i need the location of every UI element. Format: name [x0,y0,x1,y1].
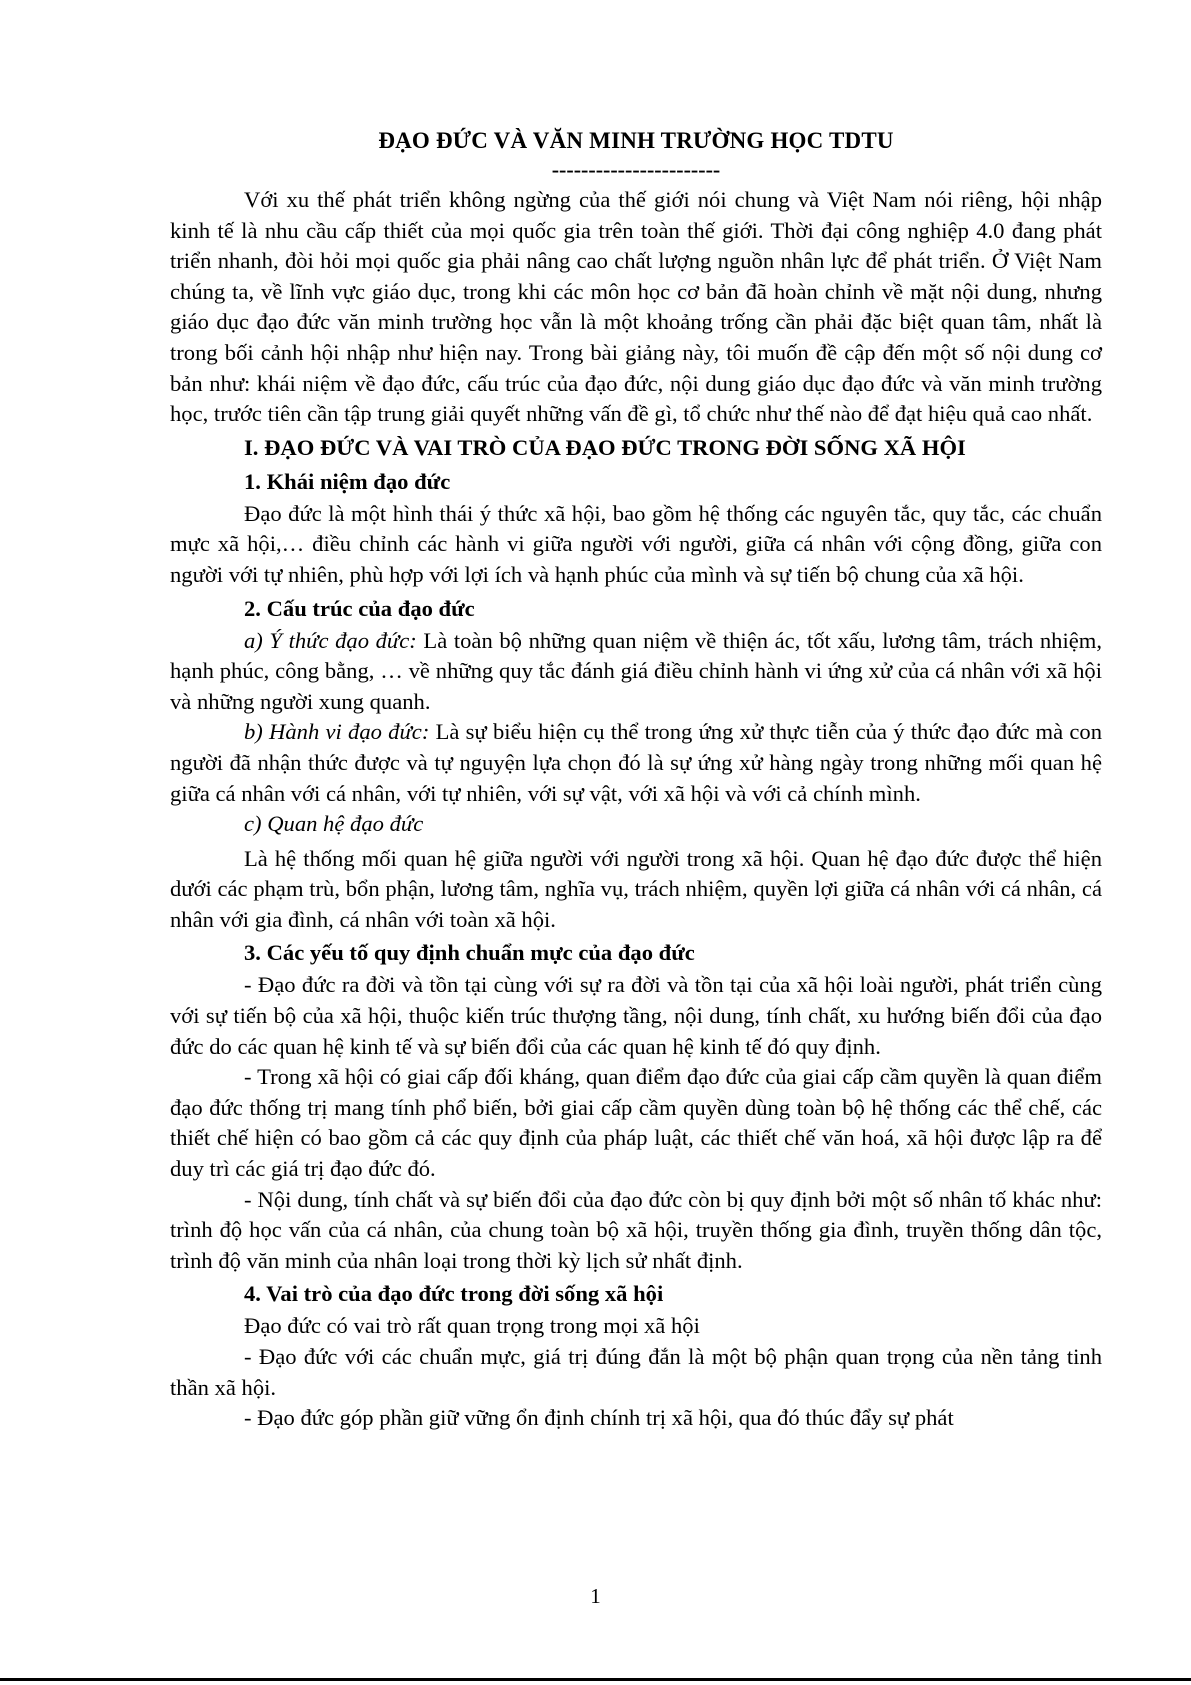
subsection-2a-paragraph [170,626,1102,718]
intro-paragraph: Với xu thế phát triển không ngừng của thế giới nói chung và Việt Nam nói riêng, hội nhập kinh tế là nhu cầu cấp thiết của mọi quốc gia trên toàn thế giới. Thời đại công nghiệp 4.0 đang phát triển nhanh, đòi hỏi mọi quốc gia phải nâng cao chất lượng nguồn nhân lực để phát triển. Ở Việt Nam chúng ta, về lĩnh vực giáo dục, trong khi các môn học cơ bản đã hoàn chỉnh về mặt nội dung, nhưng giáo dục đạo đức văn minh trường học vẫn là một khoảng trống cần phải đặc biệt quan tâm, nhất là trong bối cảnh hội nhập như hiện nay. Trong bài giảng này, tôi muốn đề cập đến một số nội dung cơ bản như: khái niệm về đạo đức, cấu trúc của đạo đức, nội dung giáo dục đạo đức và văn minh trường học, trước tiên cần tập trung giải quyết những vấn đề gì, tổ chức như thế nào để đạt hiệu quả cao nhất. [170,187,1102,427]
subsection-1-text: Đạo đức là một hình thái ý thức xã hội, bao gồm hệ thống các nguyên tắc, quy tắc, các chuẩn mực xã hội,… điều chỉnh các hành vi giữa người với người, giữa cá nhân với cộng đồng, giữa con người với tự nhiên, phù hợp với lợi ích và hạnh phúc của mình và sự tiến bộ chung của xã hội. [170,500,1102,587]
subsection-4-paragraph-1: Đạo đức có vai trò rất quan trọng trong mọi xã hội [244,1313,700,1339]
subsection-2c-label: c) Quan hệ đạo đức [244,811,424,837]
subsection-2b-paragraph [170,717,1102,809]
subsection-4-paragraph-3: - Đạo đức góp phần giữ vững ổn định chính trị xã hội, qua đó thúc đẩy sự phát [244,1405,954,1431]
subsection-3-heading: 3. Các yếu tố quy định chuẩn mực của đạo đức [244,940,695,966]
subsection-4-heading: 4. Vai trò của đạo đức trong đời sống xã hội [244,1281,664,1307]
subsection-4-paragraph-2: - Đạo đức với các chuẩn mực, giá trị đúng đắn là một bộ phận quan trọng của nền tảng tinh thần xã hội. [170,1344,1102,1400]
subsection-3-paragraph-3: - Nội dung, tính chất và sự biến đổi của đạo đức còn bị quy định bởi một số nhân tố khác như: trình độ học vấn của cá nhân, của chung toàn bộ xã hội, truyền thống gia đình, truyền thống dân tộc, trình độ văn minh của nhân loại trong thời kỳ lịch sử nhất định. [170,1186,1102,1273]
subsection-3-paragraph-1: - Đạo đức ra đời và tồn tại cùng với sự ra đời và tồn tại của xã hội loài người, phát triển cùng với sự tiến bộ của xã hội, thuộc kiến trúc thượng tầng, nội dung, tính chất, xu hướng biến đổi của đạo đức do các quan hệ kinh tế và sự biến đổi của các quan hệ kinh tế đó quy định. [170,972,1102,1059]
subsection-2a-text: Là toàn bộ những quan niệm về thiện ác, tốt xấu, lương tâm, trách nhiệm, hạnh phúc, công bằng, … về những quy tắc đánh giá điều chỉnh hành vi ứng xử của cá nhân với xã hội và những người xung quanh. [170,627,1102,714]
document-title: ĐẠO ĐỨC VÀ VĂN MINH TRƯỜNG HỌC TDTU [378,128,894,153]
subsection-2c-text: Là hệ thống mối quan hệ giữa người với người trong xã hội. Quan hệ đạo đức được thể hiện dưới các phạm trù, bổn phận, lương tâm, nghĩa vụ, trách nhiệm, quyền lợi giữa cá nhân với cá nhân, cá nhân với gia đình, cá nhân với toàn xã hội. [170,845,1102,932]
subsection-2b-text: Là sự biểu hiện cụ thể trong ứng xử thực tiễn của ý thức đạo đức mà con người đã nhận thức được và tự nguyện lựa chọn đó là sự ứng xử hàng ngày trong những mối quan hệ giữa cá nhân với cá nhân, với tự nhiên, với sự vật, với xã hội và với cả chính mình. [170,719,1102,806]
document-body [170,125,1102,1434]
subsection-2b-label: b) Hành vi đạo đức: [244,719,430,745]
title-divider: ----------------------- [551,157,721,182]
subsection-2a-label: a) Ý thức đạo đức: [244,627,417,653]
bottom-rule [0,1678,1191,1681]
section-1-heading: I. ĐẠO ĐỨC VÀ VAI TRÒ CỦA ĐẠO ĐỨC TRONG ĐỜI SỐNG XÃ HỘI [244,434,966,460]
subsection-1-heading: 1. Khái niệm đạo đức [244,468,451,494]
subsection-3-paragraph-2: - Trong xã hội có giai cấp đối kháng, quan điểm đạo đức của giai cấp cầm quyền là quan điểm đạo đức thống trị mang tính phổ biến, bởi giai cấp cầm quyền dùng toàn bộ hệ thống các thể chế, các thiết chế hiện có bao gồm cả các quy định của pháp luật, các thiết chế văn hoá, xã hội được lập ra để duy trì các giá trị đạo đức đó. [170,1064,1102,1182]
page-number: 1 [590,1584,601,1608]
subsection-2-heading: 2. Cấu trúc của đạo đức [244,595,475,621]
